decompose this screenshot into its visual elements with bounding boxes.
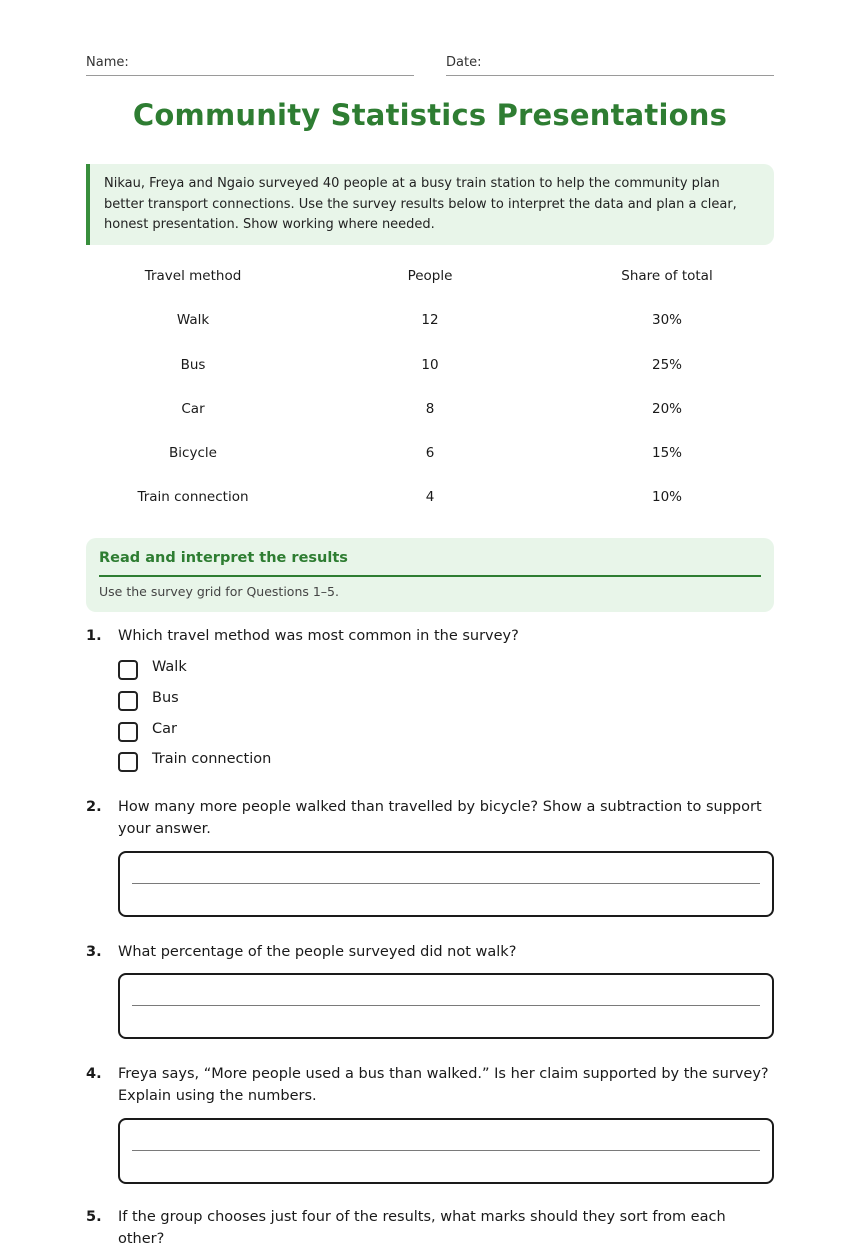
question-number: 5. — [86, 1209, 102, 1225]
option-train-connection[interactable] — [118, 752, 518, 778]
option-label: Train connection — [152, 751, 272, 767]
question-text: Freya says, “More people used a bus than walked.” Is her claim supported by the survey? Explain using the numbers. — [118, 1066, 769, 1104]
answer-box-3[interactable] — [118, 973, 774, 1039]
table-row — [86, 479, 774, 523]
table-row — [86, 302, 774, 346]
section-title: Read and interpret the results — [99, 550, 761, 577]
cell-people: 8 — [425, 400, 435, 417]
cell-method: Bicycle — [169, 445, 217, 462]
page-title: Community Statistics Presentations — [132, 98, 728, 132]
survey-header-row — [86, 258, 774, 302]
table-row — [86, 391, 774, 435]
cell-share: 30% — [651, 312, 682, 329]
name-field[interactable] — [86, 52, 414, 76]
answer-box-4[interactable] — [118, 1118, 774, 1184]
header-share: Share of total — [621, 268, 713, 284]
checkbox[interactable] — [118, 722, 138, 742]
question-number: 1. — [86, 628, 102, 644]
question-text: What percentage of the people surveyed did not walk? — [118, 944, 517, 960]
checkbox[interactable] — [118, 660, 138, 680]
cell-people: 4 — [425, 489, 435, 506]
cell-share: 15% — [651, 445, 682, 462]
section-header — [86, 538, 774, 612]
cell-method: Bus — [180, 356, 206, 373]
cell-people: 6 — [425, 445, 435, 462]
option-label: Car — [152, 721, 177, 737]
question-number: 3. — [86, 944, 102, 960]
option-label: Bus — [152, 690, 179, 706]
cell-method: Train connection — [137, 489, 249, 506]
option-label: Walk — [152, 659, 187, 675]
header-people: People — [407, 268, 453, 284]
answer-line — [132, 1150, 760, 1151]
answer-box-2[interactable] — [118, 851, 774, 917]
cell-method: Walk — [176, 312, 210, 329]
cell-people: 12 — [421, 312, 439, 329]
header-travel-method: Travel method — [144, 268, 242, 284]
cell-share: 20% — [651, 400, 682, 417]
question-text: Which travel method was most common in the survey? — [118, 628, 519, 644]
option-walk[interactable] — [118, 660, 518, 686]
checkbox[interactable] — [118, 752, 138, 772]
question-text: If the group chooses just four of the results, what marks should they sort from each other? — [118, 1209, 726, 1247]
option-bus[interactable] — [118, 691, 518, 717]
question-number: 2. — [86, 799, 102, 815]
name-label: Name: — [86, 55, 129, 70]
cell-people: 10 — [421, 356, 439, 373]
date-label: Date: — [446, 55, 482, 70]
question-text: How many more people walked than travelled by bicycle? Show a subtraction to support your answer. — [118, 799, 762, 837]
cell-share: 10% — [651, 489, 682, 506]
name-date-row — [86, 52, 774, 76]
checkbox[interactable] — [118, 691, 138, 711]
question-number: 4. — [86, 1066, 102, 1082]
survey-table — [86, 258, 774, 524]
intro-panel: Nikau, Freya and Ngaio surveyed 40 people at a busy train station to help the community plan better transport connections. Use the survey results below to interpret the data and plan a clear, honest presentation. Show working where needed. — [86, 164, 774, 245]
cell-method: Car — [181, 400, 205, 417]
table-row — [86, 435, 774, 479]
answer-line — [132, 1005, 760, 1006]
option-car[interactable] — [118, 722, 518, 748]
date-field[interactable] — [446, 52, 774, 76]
table-row — [86, 347, 774, 391]
section-subtitle: Use the survey grid for Questions 1–5. — [99, 584, 339, 599]
answer-line — [132, 883, 760, 884]
cell-share: 25% — [651, 356, 682, 373]
